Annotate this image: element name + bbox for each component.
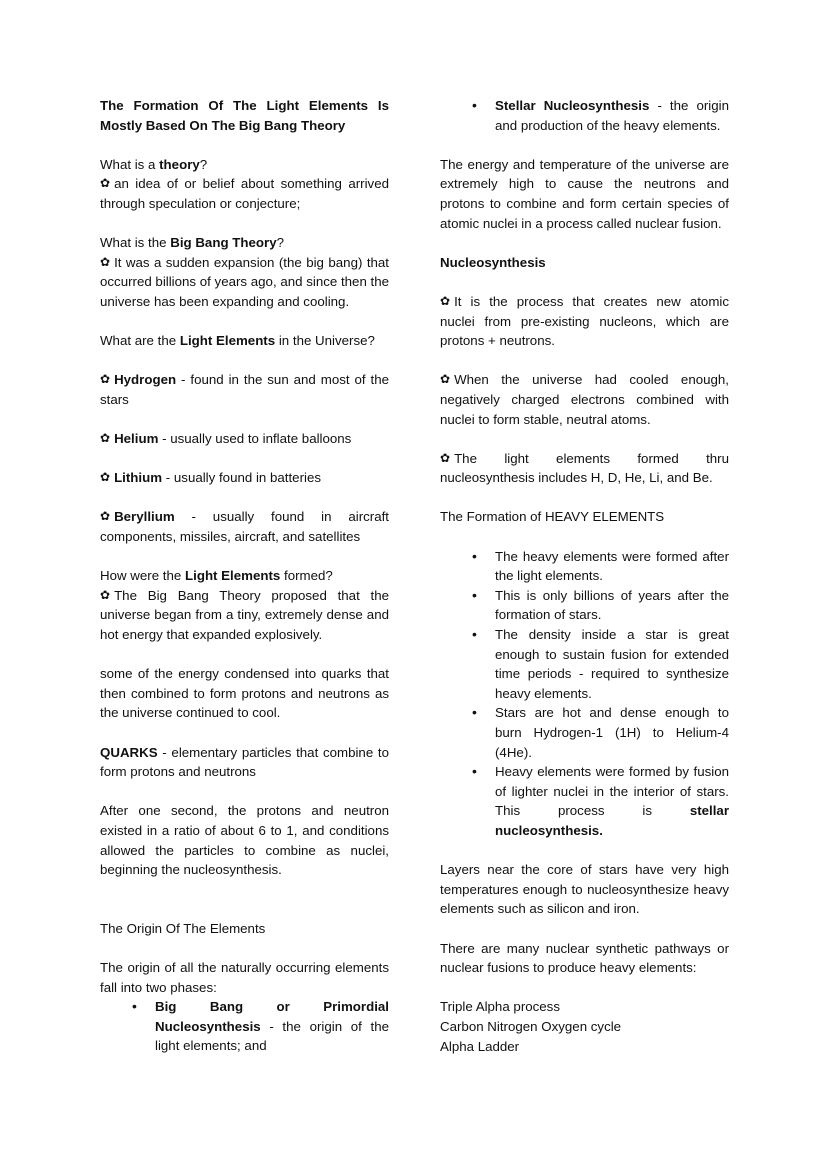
- answer-big-bang: [100, 253, 389, 312]
- element-description: - usually used to inflate balloons: [158, 431, 352, 447]
- spacer: [100, 938, 389, 958]
- spacer: [100, 547, 389, 567]
- list-item: [440, 547, 729, 586]
- spacer: [440, 488, 729, 508]
- question-theory-prefix: What is a: [100, 156, 160, 172]
- list-item: [440, 586, 729, 625]
- spacer: [100, 488, 389, 508]
- flower-bullet-icon: ✿: [100, 176, 111, 191]
- pathway-alpha-ladder: Alpha Ladder: [440, 1038, 520, 1054]
- question-light-elements: [100, 331, 389, 351]
- spacer: [100, 782, 389, 802]
- spacer: [100, 214, 389, 234]
- spacer: [100, 645, 389, 665]
- spacer: [100, 880, 389, 919]
- element-name: Hydrogen: [114, 372, 177, 388]
- element-description: - usually found in aircraft components, missiles, aircraft, and satellites: [100, 509, 389, 545]
- question-big-bang-keyword: Big Bang Theory: [170, 235, 277, 251]
- heading-origin-of-elements: The Origin Of The Elements: [100, 920, 266, 936]
- heavy-elements-list: [440, 547, 729, 841]
- spacer: [100, 312, 389, 332]
- spacer: [100, 410, 389, 430]
- paragraph-energy-quarks: some of the energy condensed into quarks that then combined to form protons and neutrons as the universe continued to cool.: [100, 666, 389, 721]
- spacer: [100, 135, 389, 155]
- list-item-text: This is only billions of years after the formation of stars.: [495, 587, 729, 623]
- question-theory: [100, 155, 389, 175]
- paragraph-energy-temperature: The energy and temperature of the universe are extremely high to cause the neutrons and protons to combine and form certain species of atomic nuclei in a process called nuclear fusion.: [440, 156, 729, 231]
- list-item-text: Stars are hot and dense enough to burn Hydrogen-1 (1H) to Helium-4 (4He).: [495, 705, 729, 760]
- flower-bullet-icon: ✿: [440, 372, 451, 387]
- element-beryllium: [100, 507, 389, 546]
- spacer: [440, 272, 729, 292]
- answer-how-formed-text: The Big Bang Theory proposed that the universe began from a tiny, extremely dense and hot energy that expanded explosively.: [100, 587, 389, 643]
- element-name: Helium: [114, 431, 159, 447]
- list-item: [100, 997, 389, 1056]
- spacer: [100, 723, 389, 743]
- heading-nucleosynthesis: Nucleosynthesis: [440, 254, 546, 270]
- nucleosynthesis-point-1-text: It is the process that creates new atomic nuclei from pre-existing nucleons, which are protons + neutrons.: [440, 293, 729, 349]
- element-hydrogen: [100, 370, 389, 409]
- phase-description: - the origin of the light elements; and: [155, 1018, 389, 1054]
- answer-theory-text: an idea of or belief about something arrived through speculation or conjecture;: [100, 176, 389, 211]
- nucleosynthesis-point-1: [440, 292, 729, 351]
- nucleosynthesis-point-3: [440, 449, 729, 488]
- paragraph-after-one-second: After one second, the protons and neutron existed in a ratio of about 6 to 1, and conditions allowed the particles to combine as nuclei, beginning the nucleosynthesis.: [100, 803, 389, 878]
- list-item-text: Heavy elements were formed by fusion of lighter nuclei in the interior of stars. This process is: [495, 764, 729, 819]
- origin-phases-list-continued: [440, 96, 729, 135]
- question-big-bang-prefix: What is the: [100, 235, 171, 251]
- list-item: [440, 762, 729, 840]
- question-theory-keyword: theory: [159, 156, 200, 172]
- quarks-term: QUARKS: [100, 744, 158, 760]
- question-big-bang-suffix: ?: [276, 235, 285, 251]
- question-how-formed-prefix: How were the: [100, 568, 185, 584]
- list-item-emphasis: stellar nucleosynthesis.: [495, 803, 729, 838]
- flower-bullet-icon: ✿: [440, 293, 451, 308]
- flower-bullet-icon: ✿: [100, 372, 111, 387]
- spacer: [100, 449, 389, 469]
- paragraph-pathways: There are many nuclear synthetic pathways or nuclear fusions to produce heavy elements:: [440, 940, 729, 976]
- list-item-text: The heavy elements were formed after the light elements.: [495, 548, 729, 584]
- question-theory-suffix: ?: [199, 156, 208, 172]
- list-item: [440, 703, 729, 762]
- spacer: [440, 351, 729, 371]
- element-lithium: [100, 468, 389, 488]
- spacer: [440, 919, 729, 939]
- phase-name: Stellar Nucleosynthesis: [495, 98, 650, 113]
- flower-bullet-icon: ✿: [100, 509, 111, 524]
- question-light-elements-prefix: What are the: [100, 333, 180, 349]
- question-how-formed-keyword: Light Elements: [185, 568, 281, 584]
- page-title: The Formation Of The Light Elements Is Mostly Based On The Big Bang Theory: [100, 98, 389, 133]
- quarks-definition-text: - elementary particles that combine to form protons and neutrons: [100, 744, 389, 780]
- nucleosynthesis-point-2: [440, 370, 729, 429]
- nucleosynthesis-point-3-text: The light elements formed thru nucleosynthesis includes H, D, He, Li, and Be.: [440, 450, 729, 486]
- flower-bullet-icon: ✿: [100, 587, 111, 602]
- question-light-elements-suffix: in the Universe?: [275, 333, 375, 349]
- element-description: - usually found in batteries: [162, 470, 321, 486]
- right-column: [440, 96, 729, 1056]
- flower-bullet-icon: ✿: [100, 254, 111, 269]
- nucleosynthesis-point-2-text: When the universe had cooled enough, negatively charged electrons combined with nuclei to form stable, neutral atoms.: [440, 372, 729, 427]
- origin-intro: The origin of all the naturally occurring elements fall into two phases:: [100, 959, 389, 995]
- pathway-cno-cycle: Carbon Nitrogen Oxygen cycle: [440, 1018, 622, 1034]
- answer-theory: [100, 174, 389, 213]
- quarks-definition: [100, 743, 389, 782]
- left-column: [100, 96, 389, 1056]
- question-how-formed: [100, 566, 389, 586]
- two-column-layout: [100, 96, 728, 1056]
- question-light-elements-keyword: Light Elements: [179, 333, 276, 349]
- spacer: [440, 978, 729, 998]
- element-description: - found in the sun and most of the stars: [100, 372, 389, 407]
- answer-how-formed: [100, 586, 389, 645]
- list-item-text: The density inside a star is great enough to sustain fusion for extended time periods - required to synthesize heavy elements.: [495, 627, 729, 701]
- heading-heavy-elements: The Formation of HEAVY ELEMENTS: [440, 509, 665, 525]
- flower-bullet-icon: ✿: [100, 470, 111, 485]
- pathway-triple-alpha: Triple Alpha process: [440, 999, 560, 1015]
- element-name: Beryllium: [114, 509, 175, 525]
- element-name: Lithium: [114, 470, 163, 486]
- spacer: [440, 841, 729, 861]
- list-item: [440, 96, 729, 135]
- flower-bullet-icon: ✿: [100, 431, 111, 446]
- spacer: [440, 135, 729, 155]
- question-how-formed-suffix: formed?: [280, 568, 333, 584]
- spacer: [100, 351, 389, 371]
- element-helium: [100, 429, 389, 449]
- origin-phases-list: [100, 997, 389, 1056]
- spacer: [440, 233, 729, 253]
- flower-bullet-icon: ✿: [440, 450, 451, 465]
- answer-big-bang-text: It was a sudden expansion (the big bang) that occurred billions of years ago, and since then the universe has been expanding and cooling.: [100, 254, 390, 309]
- list-item: [440, 625, 729, 703]
- phase-name: Big Bang or Primordial Nucleosynthesis: [155, 999, 389, 1034]
- paragraph-layers-core: Layers near the core of stars have very high temperatures enough to nucleosynthesize heavy elements such as silicon and iron.: [440, 862, 729, 917]
- spacer: [440, 429, 729, 449]
- spacer: [440, 527, 729, 547]
- phase-description: - the origin and production of the heavy elements.: [495, 98, 729, 133]
- question-big-bang: [100, 233, 389, 253]
